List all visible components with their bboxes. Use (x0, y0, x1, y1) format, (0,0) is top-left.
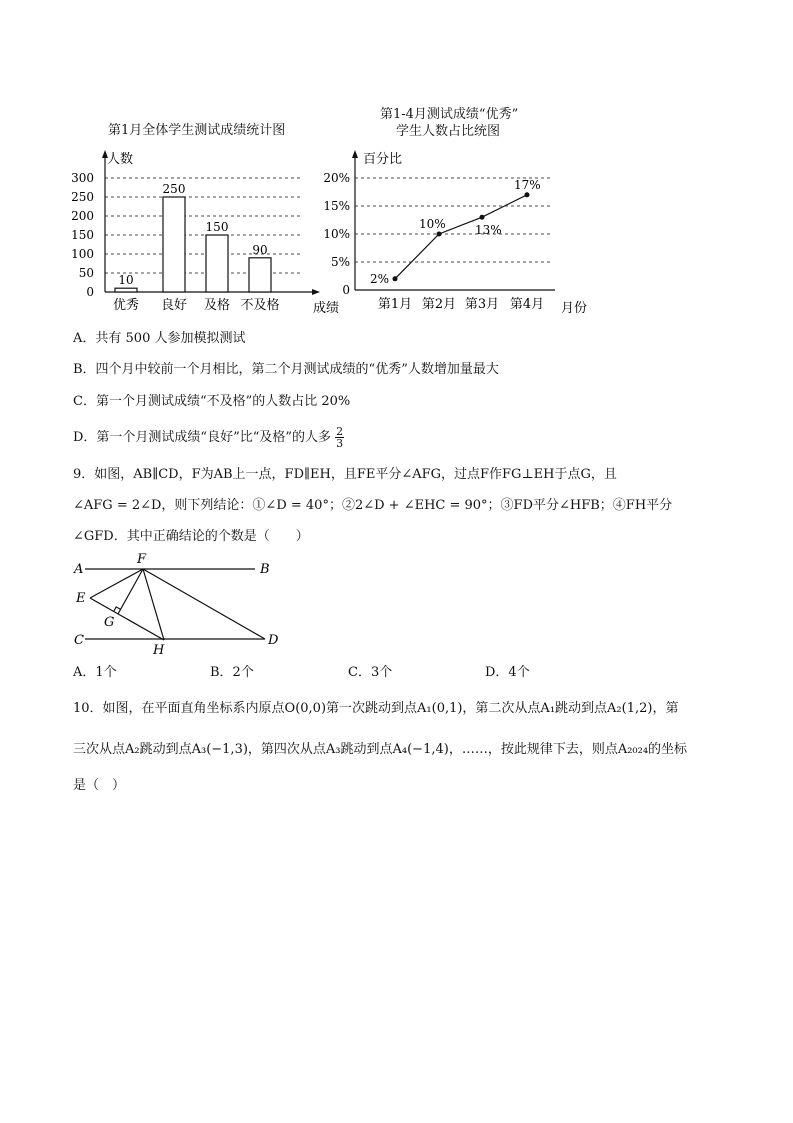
x-tick-label: 第4月 (509, 297, 545, 312)
q9-option-c: C．3个 (348, 665, 393, 680)
bar-value-label: 90 (252, 242, 268, 257)
bar-value-label: 150 (205, 220, 229, 234)
q9-option-b: B．2个 (210, 665, 254, 680)
option-8-b: B．四个月中较前一个月相比，第二个月测试成绩的“优秀”人数增加量最大 (73, 362, 499, 377)
line-chart (315, 140, 605, 320)
data-label: 10% (419, 217, 446, 231)
data-point (437, 232, 442, 237)
fraction (335, 426, 344, 449)
fraction-denominator: 3 (336, 437, 344, 450)
x-axis-label: 月份 (561, 301, 588, 316)
x-tick-label: 第3月 (464, 297, 500, 312)
y-axis-label: 人数 (107, 152, 134, 167)
q10-line3: 是（ ） (73, 778, 126, 793)
x-tick-label: 第1月 (377, 297, 413, 312)
label-d: D (268, 633, 279, 648)
label-g: G (104, 615, 115, 630)
label-c: C (74, 633, 84, 648)
data-label: 17% (514, 177, 541, 192)
q9-line3: ∠GFD．其中正确结论的个数是（ ） (73, 529, 309, 544)
y-tick-label: 150 (71, 228, 94, 242)
option-8-d (73, 426, 344, 449)
series-line (395, 195, 527, 279)
x-tick-label: 及格 (203, 298, 231, 313)
bar (163, 197, 185, 292)
q9-geometry-figure (60, 548, 300, 660)
bar (206, 235, 228, 292)
y-tick-label: 200 (71, 209, 94, 223)
y-tick-label: 300 (71, 171, 94, 185)
q10-line1: 10．如图，在平面直角坐标系内原点O(0,0)第一次跳动到点A₁(0,1)，第二次从点A₁跳动到点A₂(1,2)，第 (73, 701, 679, 716)
option-8-c: C．第一个月测试成绩“不及格”的人数占比 20% (73, 394, 351, 409)
y-axis-arrow (352, 150, 358, 158)
y-axis-label: 百分比 (363, 152, 403, 167)
y-tick-label: 5% (330, 255, 350, 269)
bar-value-label: 10 (118, 273, 134, 288)
y-tick-label: 250 (71, 190, 94, 204)
data-label: 13% (475, 223, 502, 238)
y-tick-label: 10% (323, 227, 350, 241)
y-tick-label: 15% (323, 199, 350, 213)
y-tick-label: 50 (78, 266, 94, 280)
label-b: B (260, 562, 270, 577)
y-tick-label: 100 (71, 247, 94, 261)
x-tick-label: 良好 (160, 298, 188, 313)
line-chart-title-line1: 第1-4月测试成绩“优秀” (380, 107, 519, 122)
y-tick-label: 0 (342, 283, 350, 297)
x-tick-label: 优秀 (112, 298, 140, 313)
bar (249, 258, 271, 292)
option-8-d-text: D．第一个月测试成绩“良好”比“及格”的人多 (73, 430, 332, 445)
data-point (393, 276, 398, 281)
y-tick-label: 20% (323, 171, 350, 185)
bar-value-label: 250 (162, 182, 186, 196)
label-a: A (74, 562, 84, 577)
q9-line1: 9．如图，AB∥CD，F为AB上一点，FD∥EH，且FE平分∠AFG，过点F作FG⊥EH于点G，且 (73, 467, 617, 482)
option-8-a: A．共有 500 人参加模拟测试 (73, 331, 246, 346)
line-chart-title-line2: 学生人数占比统图 (396, 124, 501, 139)
q10-line2: 三次从点A₂跳动到点A₃(−1,3)，第四次从点A₃跳动到点A₄(−1,4)，……，按此规律下去，则点A₂₀₂₄的坐标 (73, 742, 688, 757)
data-point (525, 192, 530, 197)
q9-option-a: A．1个 (73, 665, 117, 680)
label-e: E (76, 591, 86, 606)
x-tick-label: 不及格 (240, 298, 280, 313)
label-f: F (137, 552, 147, 567)
data-label: 2% (370, 271, 390, 286)
data-point (480, 215, 485, 220)
y-tick-label: 0 (86, 285, 94, 299)
x-axis-label: 成绩 (313, 301, 340, 316)
bar (115, 288, 137, 292)
x-tick-label: 第2月 (421, 297, 457, 312)
q9-line2: ∠AFG = 2∠D，则下列结论：①∠D = 40°；②2∠D + ∠EHC = 90°；③FD平分∠HFB；④FH平分 (73, 498, 673, 513)
segment-fd (143, 569, 265, 639)
label-h: H (153, 643, 165, 658)
fraction-numerator: 2 (336, 425, 344, 438)
bar-chart-title: 第1月全体学生测试成绩统计图 (108, 123, 286, 138)
q9-option-d: D．4个 (485, 665, 530, 680)
